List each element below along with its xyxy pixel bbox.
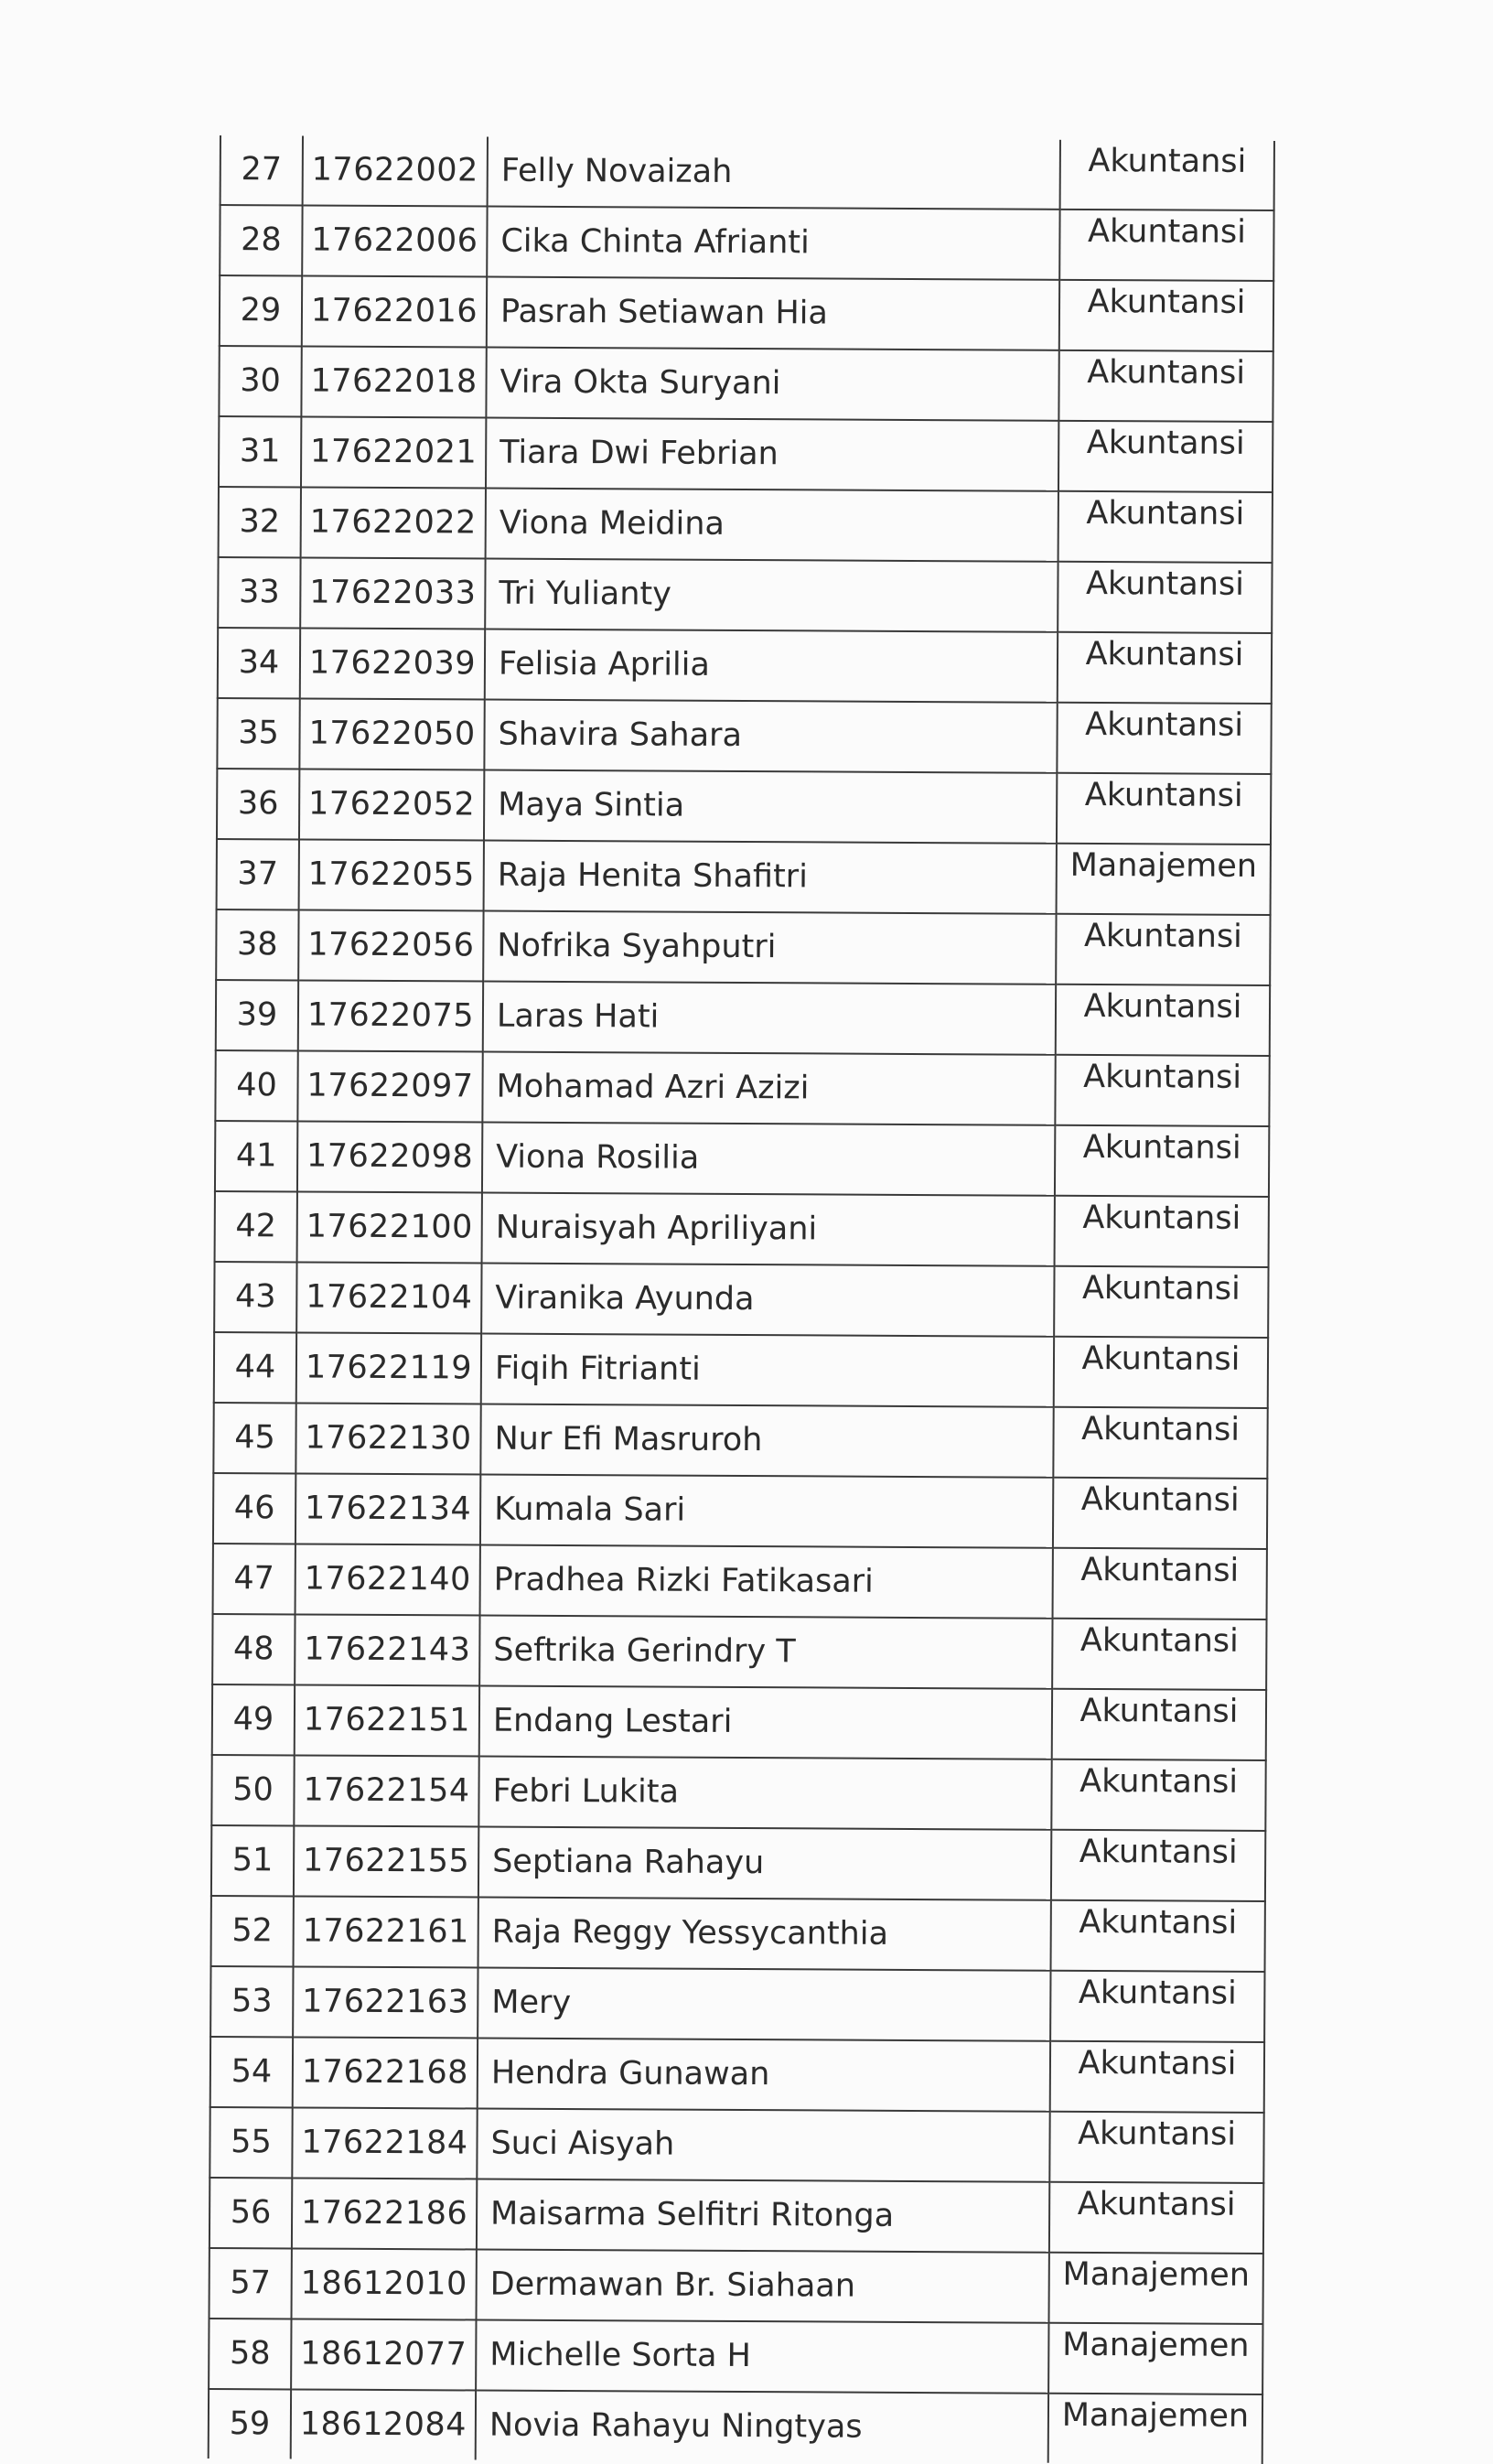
study-program-cell: Akuntansi: [1054, 1337, 1268, 1408]
student-id-cell: 17622052: [299, 769, 484, 840]
student-id-cell: 17622163: [293, 1966, 478, 2038]
student-table-wrapper: [208, 135, 1290, 2464]
study-program-cell: Akuntansi: [1058, 421, 1273, 492]
student-id-cell: 17622075: [298, 980, 483, 1051]
table-row: [213, 1403, 1267, 1479]
table-row: [212, 1684, 1266, 1760]
student-id-cell: 17622097: [297, 1050, 482, 1122]
student-name-cell: Shavira Sahara: [484, 700, 1057, 773]
student-id-cell: 18612084: [291, 2389, 476, 2459]
student-name-cell: Nur Efi Masruroh: [480, 1404, 1053, 1478]
row-number-cell: 32: [219, 487, 301, 557]
student-name-cell: Mery: [478, 1968, 1050, 2041]
student-name-cell: Nuraisyah Apriliyani: [482, 1193, 1055, 1266]
student-id-cell: 17622016: [302, 275, 487, 347]
row-number-cell: 41: [215, 1121, 297, 1191]
student-id-cell: 17622184: [292, 2107, 477, 2179]
row-number-cell: 35: [217, 698, 299, 769]
study-program-cell: Akuntansi: [1052, 1689, 1266, 1760]
row-number-cell: 36: [217, 769, 299, 839]
row-number-cell: 54: [210, 2037, 293, 2107]
table-row: [219, 346, 1273, 422]
table-row: [210, 2037, 1264, 2113]
row-number-cell: 55: [209, 2107, 292, 2178]
row-number-cell: 28: [220, 205, 302, 275]
student-id-cell: 17622006: [302, 205, 487, 276]
row-number-cell: 45: [213, 1403, 295, 1473]
student-name-cell: Felisia Aprilia: [485, 629, 1058, 703]
study-program-cell: Akuntansi: [1059, 210, 1273, 281]
student-name-cell: Maisarma Selfitri Ritonga: [477, 2179, 1049, 2253]
row-number-cell: 40: [215, 1050, 297, 1121]
row-number-cell: 58: [209, 2319, 291, 2389]
study-program-cell: Akuntansi: [1060, 140, 1274, 210]
student-id-cell: 17622151: [295, 1684, 479, 1756]
student-id-cell: 17622143: [295, 1614, 479, 1685]
table-row: [209, 2178, 1263, 2254]
study-program-cell: Akuntansi: [1050, 1971, 1264, 2042]
row-number-cell: 37: [217, 839, 299, 909]
student-id-cell: 17622033: [300, 557, 485, 629]
student-id-cell: 17622056: [298, 909, 483, 981]
student-id-cell: 17622168: [293, 2037, 478, 2108]
study-program-cell: Akuntansi: [1051, 1830, 1265, 1901]
study-program-cell: Akuntansi: [1054, 1266, 1268, 1338]
table-row: [218, 628, 1272, 704]
study-program-cell: Akuntansi: [1053, 1548, 1267, 1619]
student-name-cell: Fiqih Fitrianti: [481, 1334, 1054, 1407]
table-row: [209, 2107, 1263, 2183]
table-row: [217, 839, 1271, 915]
student-id-cell: 18612077: [291, 2319, 476, 2390]
student-name-cell: Vira Okta Suryani: [486, 348, 1058, 421]
table-row: [211, 1896, 1265, 1972]
table-row: [220, 275, 1273, 351]
table-row: [220, 135, 1274, 210]
study-program-cell: Akuntansi: [1055, 1196, 1269, 1267]
student-id-cell: 17622021: [301, 416, 486, 488]
student-id-cell: 17622104: [296, 1262, 481, 1333]
study-program-cell: Akuntansi: [1058, 632, 1272, 704]
student-name-cell: Maya Sintia: [484, 770, 1057, 844]
study-program-cell: Akuntansi: [1058, 562, 1272, 633]
row-number-cell: 30: [219, 346, 301, 416]
study-program-cell: Manajemen: [1048, 2394, 1262, 2464]
study-program-cell: Akuntansi: [1049, 2182, 1263, 2254]
student-name-cell: Tri Yulianty: [485, 559, 1058, 632]
student-table-body: [209, 135, 1274, 2464]
student-name-cell: Mohamad Azri Azizi: [482, 1052, 1055, 1125]
table-row: [220, 205, 1273, 281]
table-row: [211, 1755, 1265, 1831]
row-number-cell: 48: [212, 1614, 295, 1684]
student-name-cell: Viona Meidina: [486, 489, 1058, 562]
table-row: [219, 416, 1273, 492]
row-number-cell: 52: [211, 1896, 294, 1966]
table-row: [215, 1121, 1269, 1197]
table-row: [216, 980, 1270, 1056]
study-program-cell: Akuntansi: [1051, 1900, 1265, 1972]
row-number-cell: 44: [214, 1332, 296, 1403]
study-program-cell: Akuntansi: [1056, 985, 1270, 1056]
table-row: [209, 2319, 1262, 2394]
row-number-cell: 46: [213, 1473, 295, 1544]
student-name-cell: Viranika Ayunda: [481, 1264, 1054, 1337]
table-row: [209, 2248, 1263, 2324]
row-number-cell: 38: [216, 909, 298, 980]
student-id-cell: 17622100: [297, 1191, 482, 1263]
study-program-cell: Akuntansi: [1055, 1125, 1269, 1197]
student-name-cell: Pradhea Rizki Fatikasari: [480, 1545, 1053, 1619]
student-name-cell: Kumala Sari: [480, 1475, 1053, 1548]
student-name-cell: Nofrika Syahputri: [483, 911, 1056, 985]
table-row: [219, 487, 1273, 563]
student-name-cell: Michelle Sorta H: [476, 2320, 1048, 2394]
row-number-cell: 59: [209, 2389, 291, 2459]
table-row: [212, 1614, 1266, 1690]
student-name-cell: Hendra Gunawan: [478, 2039, 1050, 2112]
table-row: [209, 2389, 1262, 2464]
row-number-cell: 34: [218, 628, 300, 698]
study-program-cell: Akuntansi: [1055, 1055, 1269, 1126]
table-row: [217, 698, 1271, 774]
student-id-cell: 17622022: [301, 487, 486, 558]
row-number-cell: 50: [211, 1755, 294, 1825]
row-number-cell: 29: [220, 275, 302, 346]
study-program-cell: Akuntansi: [1057, 773, 1271, 845]
study-program-cell: Akuntansi: [1056, 914, 1270, 985]
student-name-cell: Suci Aisyah: [477, 2109, 1049, 2182]
study-program-cell: Akuntansi: [1053, 1478, 1267, 1549]
student-name-cell: Raja Reggy Yessycanthia: [478, 1898, 1051, 1971]
row-number-cell: 33: [218, 557, 300, 628]
table-row: [218, 557, 1272, 633]
student-id-cell: 17622050: [299, 698, 484, 769]
student-id-cell: 17622018: [301, 346, 486, 417]
student-id-cell: 17622119: [296, 1332, 481, 1404]
table-row: [214, 1332, 1268, 1408]
student-name-cell: Cika Chinta Afrianti: [487, 207, 1059, 280]
student-id-cell: 17622161: [294, 1896, 478, 1967]
study-program-cell: Akuntansi: [1057, 703, 1271, 774]
row-number-cell: 39: [216, 980, 298, 1050]
student-id-cell: 17622154: [294, 1755, 478, 1826]
student-name-cell: Febri Lukita: [478, 1757, 1051, 1830]
row-number-cell: 53: [210, 1966, 293, 2037]
student-name-cell: Novia Rahayu Ningtyas: [476, 2391, 1048, 2463]
student-name-cell: Raja Henita Shafitri: [484, 841, 1057, 914]
table-row: [213, 1473, 1267, 1549]
study-program-cell: Akuntansi: [1058, 491, 1273, 563]
study-program-cell: Akuntansi: [1059, 280, 1273, 351]
student-id-cell: 17622039: [300, 628, 485, 699]
row-number-cell: 31: [219, 416, 301, 487]
study-program-cell: Akuntansi: [1052, 1619, 1266, 1690]
study-program-cell: Akuntansi: [1049, 2112, 1263, 2183]
row-number-cell: 43: [214, 1262, 296, 1332]
row-number-cell: 57: [209, 2248, 292, 2319]
student-name-cell: Viona Rosilia: [482, 1123, 1055, 1196]
study-program-cell: Akuntansi: [1053, 1407, 1267, 1479]
table-row: [216, 909, 1270, 985]
row-number-cell: 47: [213, 1544, 295, 1614]
table-row: [210, 1966, 1264, 2042]
table-row: [217, 769, 1271, 845]
table-row: [214, 1262, 1268, 1338]
row-number-cell: 27: [220, 135, 303, 205]
row-number-cell: 49: [212, 1684, 295, 1755]
study-program-cell: Akuntansi: [1050, 2041, 1264, 2113]
study-program-cell: Akuntansi: [1058, 350, 1273, 422]
student-id-cell: 17622055: [299, 839, 484, 910]
student-id-cell: 18612010: [292, 2248, 477, 2319]
student-name-cell: Septiana Rahayu: [478, 1827, 1051, 1900]
row-number-cell: 42: [215, 1191, 297, 1262]
student-name-cell: Seftrika Gerindry T: [479, 1616, 1052, 1689]
study-program-cell: Manajemen: [1057, 844, 1271, 915]
student-name-cell: Dermawan Br. Siahaan: [477, 2250, 1049, 2323]
student-id-cell: 17622186: [292, 2178, 477, 2249]
study-program-cell: Manajemen: [1048, 2323, 1262, 2394]
student-name-cell: Laras Hati: [483, 982, 1056, 1055]
student-name-cell: Tiara Dwi Febrian: [486, 418, 1058, 491]
student-name-cell: Endang Lestari: [479, 1686, 1052, 1759]
student-table: [208, 135, 1275, 2464]
student-id-cell: 17622098: [297, 1121, 482, 1192]
student-name-cell: Pasrah Setiawan Hia: [487, 277, 1059, 350]
student-id-cell: 17622155: [294, 1825, 478, 1897]
student-name-cell: Felly Novaizah: [488, 137, 1060, 210]
student-id-cell: 17622002: [303, 135, 488, 206]
student-id-cell: 17622134: [295, 1473, 480, 1544]
table-row: [211, 1825, 1265, 1901]
table-row: [213, 1544, 1267, 1619]
row-number-cell: 51: [211, 1825, 294, 1896]
study-program-cell: Akuntansi: [1051, 1759, 1265, 1831]
study-program-cell: Manajemen: [1048, 2253, 1262, 2324]
row-number-cell: 56: [209, 2178, 292, 2248]
table-row: [215, 1050, 1269, 1126]
student-id-cell: 17622140: [295, 1544, 480, 1615]
student-id-cell: 17622130: [295, 1403, 480, 1474]
table-row: [215, 1191, 1269, 1267]
